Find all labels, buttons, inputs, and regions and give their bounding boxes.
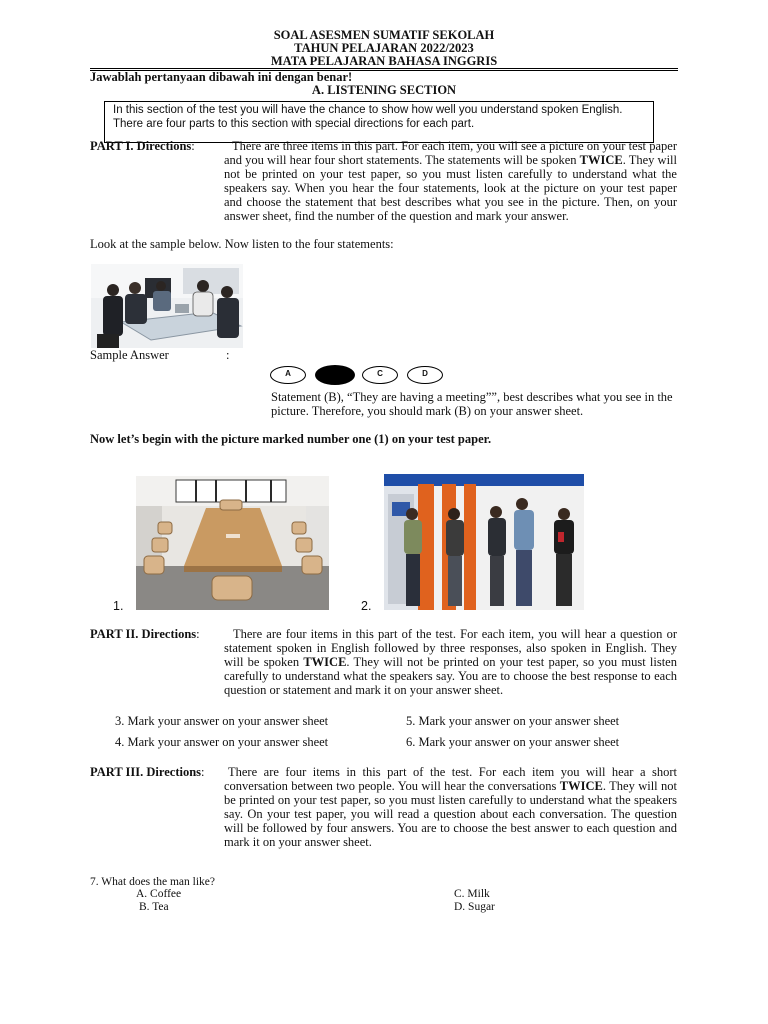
answer-option-c[interactable]: C [362, 366, 398, 384]
part1-label: PART I. Directions: [90, 139, 195, 153]
item2-atm-queue-picture [384, 474, 584, 610]
instruction: Jawablah pertanyaan dibawah ini dengan benar! [90, 70, 353, 84]
part2-item-4: 4. Mark your answer on your answer sheet [115, 735, 329, 749]
choice-d: D. Sugar [454, 901, 495, 913]
part3-directions: There are four items in this part of the test. For each item you will hear a short conversation between two people. You will hear the conversations TWICE. They will not be printed on your test paper, so you must listen carefully to understand what the speakers say. On your test paper, you will read a question about each conversation. The question will be followed by four answers. You are to choose the best answer to each question and mark it on your answer sheet. [224, 765, 677, 849]
part1-look-sample: Look at the sample below. Now listen to the four statements: [90, 237, 394, 251]
part1-begin: Now let’s begin with the picture marked number one (1) on your test paper. [90, 432, 492, 446]
item1-meeting-room-picture [136, 476, 329, 610]
part3-label: PART III. Directions: [90, 765, 205, 779]
item2-number: 2. [361, 599, 372, 613]
header-line-2: TAHUN PELAJARAN 2022/2023 [294, 41, 474, 55]
sample-answer-label: Sample Answer [90, 348, 169, 362]
intro-box: In this section of the test you will have the chance to show how well you understand spoken English. There are four parts to this section with special directions for each part. [104, 101, 654, 143]
part2-item-3: 3. Mark your answer on your answer sheet [115, 714, 329, 728]
sample-meeting-picture [91, 264, 243, 348]
choice-a: A. Coffee [136, 888, 182, 900]
header-rule-top [90, 68, 678, 69]
header-line-1: SOAL ASESMEN SUMATIF SEKOLAH [273, 28, 495, 42]
choice-b: B. Tea [139, 901, 169, 913]
section-title: A. LISTENING SECTION [311, 83, 457, 97]
choice-c: C. Milk [454, 888, 490, 900]
sample-explanation: Statement (B), “They are having a meeting””, best describes what you see in the picture. Therefore, you should mark (B) on your answer sheet. [271, 390, 673, 418]
sample-answer-colon: : [226, 348, 230, 362]
part2-item-6: 6. Mark your answer on your answer sheet [406, 735, 620, 749]
part1-directions: There are three items in this part. For each item, you will see a picture on your test paper and you will hear four short statements. The statements will be spoken TWICE. They will not be printed on your test paper, so you must listen carefully to understand what the speakers say. When you hear the four statements, look at the picture on your test paper and choose the statement that best describes what you see in the picture. Then, on your answer sheet, find the number of the question and mark your answer. [224, 139, 677, 223]
part2-label: PART II. Directions: [90, 627, 200, 641]
part2-item-5: 5. Mark your answer on your answer sheet [406, 714, 620, 728]
question-7: 7. What does the man like? [90, 876, 215, 888]
part2-directions: There are four items in this part of the test. For each item, you will hear a question or statement spoken in English followed by three responses, also spoken in English. They will be spoken TWICE. They will not be printed on your test paper, so you must listen carefully to understand what the speakers say. You are to choose the best response to each question or statement and mark it on your answer sheet. [224, 627, 677, 697]
answer-option-a[interactable]: A [270, 366, 306, 384]
header-line-3: MATA PELAJARAN BAHASA INGGRIS [270, 54, 498, 68]
item1-number: 1. [113, 599, 124, 613]
answer-option-d[interactable]: D [407, 366, 443, 384]
answer-option-b-filled[interactable]: B [315, 365, 355, 385]
